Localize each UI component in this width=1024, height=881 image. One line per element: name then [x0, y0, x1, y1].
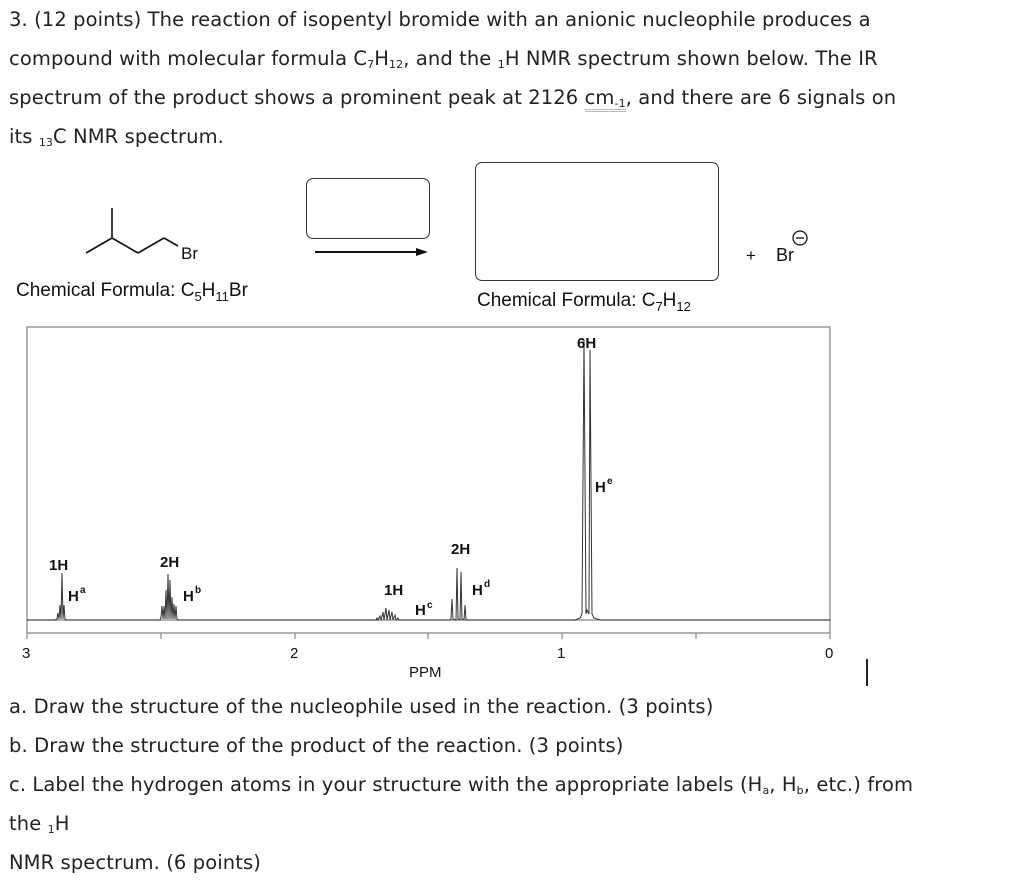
subscript: 7 [655, 299, 663, 314]
text-cursor [866, 659, 868, 686]
text: b. Draw the structure of the product of the reaction. (3 points) [9, 734, 624, 757]
integration-e: 6H [577, 335, 597, 352]
text: H [662, 290, 677, 311]
subscript: 12 [389, 58, 404, 71]
bromide-ion: Br [776, 245, 794, 265]
tick-label-1: 1 [557, 645, 566, 662]
text: , and there are 6 signals on [625, 86, 897, 109]
signal-sup-b: b [195, 585, 202, 596]
prescript: 1 [47, 823, 55, 836]
product-answer-box[interactable] [475, 162, 719, 281]
spectrum-frame [27, 327, 830, 633]
signal-sup-d: d [484, 579, 491, 590]
reagent-answer-box[interactable] [306, 178, 430, 239]
tick-label-2: 2 [290, 645, 299, 662]
nmr-spectrum [0, 320, 1024, 690]
text: H NMR spectrum shown below. The IR [504, 47, 878, 70]
question-line-1 [9, 8, 871, 31]
bromine-label: Br [181, 244, 198, 263]
integration-b: 2H [160, 554, 180, 571]
spectrum-trace [27, 340, 830, 620]
subscript: 7 [367, 58, 375, 71]
text: Br [228, 280, 248, 301]
signal-labels [49, 335, 613, 619]
subscript: 11 [215, 289, 229, 304]
text: c. Label the hydrogen atoms in your structure with the appropriate labels (H [9, 773, 763, 796]
text: its [9, 125, 39, 148]
signal-sup-e: e [607, 476, 613, 487]
subscript: 5 [194, 289, 202, 304]
signal-sup-a: a [80, 585, 86, 596]
prescript: 13 [38, 136, 54, 149]
text: NMR spectrum. (6 points) [9, 851, 261, 874]
text: , and the [403, 47, 498, 70]
text: , etc.) from [803, 773, 914, 796]
part-b [9, 734, 624, 757]
integration-c: 1H [384, 582, 404, 599]
product-formula [477, 290, 691, 314]
x-axis-label: PPM [409, 664, 442, 681]
prescript: 1 [497, 58, 505, 71]
reactant-formula [16, 280, 248, 304]
part-c-line-2 [9, 812, 69, 836]
text: H [201, 280, 216, 301]
text: compound with molecular formula C [9, 47, 368, 70]
text: the [9, 812, 48, 835]
part-c-line-3 [9, 851, 261, 874]
part-c [9, 773, 913, 797]
x-axis-ticks [27, 633, 830, 639]
ir-unit [585, 86, 626, 112]
tick-label-3: 3 [22, 645, 31, 662]
signal-label-e: H [595, 479, 606, 496]
plus-sign: + [746, 246, 756, 265]
question-text: 3. (12 points) The reaction of isopentyl bromide with an anionic nucleophile produces a [9, 8, 871, 31]
unit-text: cm [584, 86, 615, 109]
isopentyl-bromide-structure [86, 208, 178, 253]
part-a [9, 695, 713, 718]
text: C NMR spectrum. [53, 125, 224, 148]
negative-charge-icon [791, 229, 809, 247]
signal-sup-c: c [427, 600, 433, 611]
text: spectrum of the product shows a prominent peak at 2126 [9, 86, 585, 109]
question-line-3 [9, 86, 896, 110]
signal-label-d: H [472, 582, 483, 599]
exponent: -1 [614, 97, 626, 110]
signal-label-c: H [415, 602, 426, 619]
subscript: 12 [676, 299, 691, 314]
subscript: a [762, 784, 770, 797]
text: H [374, 47, 390, 70]
question-line-2 [9, 47, 878, 71]
text: , H [769, 773, 797, 796]
text: Chemical Formula: C [16, 280, 195, 301]
text: a. Draw the structure of the nucleophile used in the reaction. (3 points) [9, 695, 714, 718]
integration-d: 2H [451, 541, 471, 558]
signal-label-b: H [183, 588, 194, 605]
tick-label-0: 0 [825, 645, 834, 662]
subscript: b [796, 784, 804, 797]
x-axis-tick-labels [22, 645, 833, 662]
text: Chemical Formula: C [477, 290, 656, 311]
integration-a: 1H [49, 557, 69, 574]
text: H [54, 812, 70, 835]
signal-label-a: H [68, 588, 79, 605]
reaction-arrow [315, 248, 428, 256]
question-line-4 [9, 125, 224, 149]
